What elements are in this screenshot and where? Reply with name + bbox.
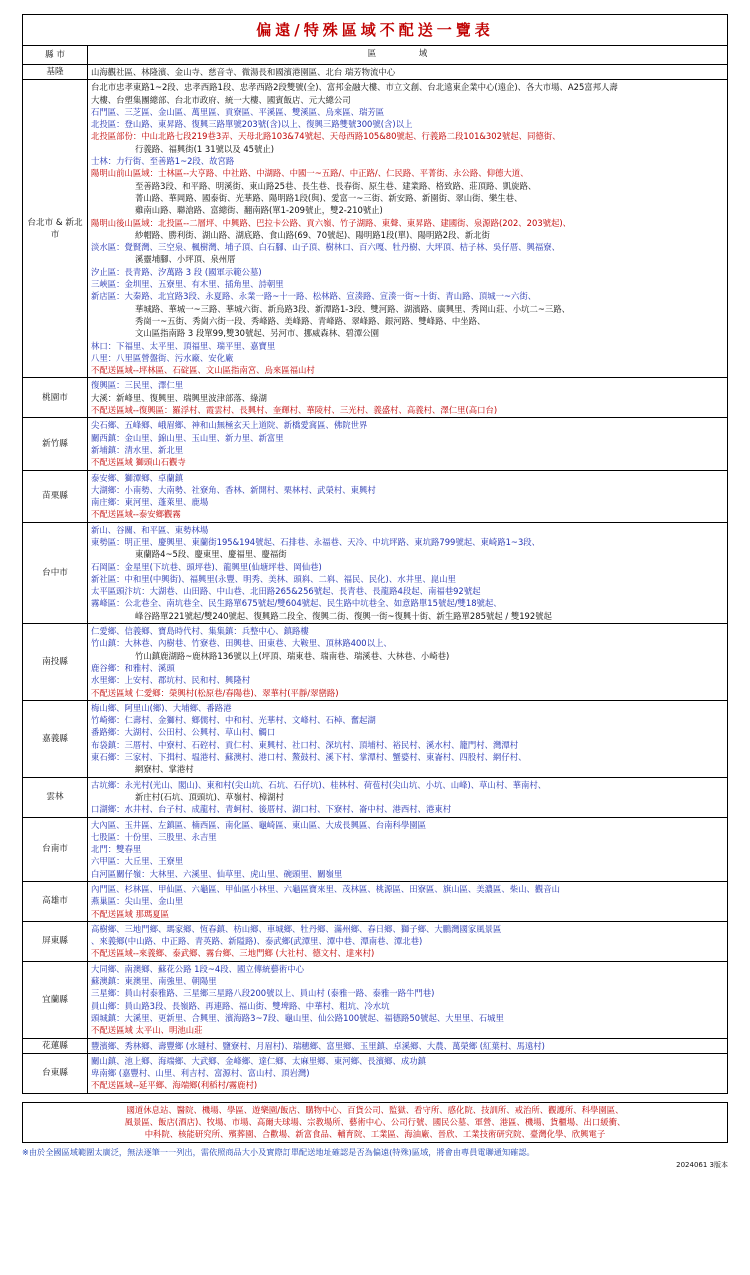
city-cell: 嘉義縣	[23, 700, 88, 777]
city-cell: 基隆	[23, 65, 88, 80]
area-line: 、來義鄉(中山路、中正路、青英路、新隘路)、泰武鄉(武潭里、潭中巷、潭南巷、潭北巷)	[91, 936, 423, 947]
area-line: 七股區：十份里、三股里、永吉里	[91, 831, 217, 842]
city-cell: 屏東縣	[23, 921, 88, 961]
table-row	[23, 882, 728, 922]
area-line: 台北市忠孝東路1~2段、忠孝西路1段、忠孝西路2段雙號(全)、富邦金融大樓、市立文創、台北遠東企業中心(遠企)、各大市場、A25富邦人壽	[91, 82, 618, 93]
area-line: 大內區、玉井區、左鎮區、楠西區、南化區、龜崎區、東山區、大成長興區、台南科學園區	[91, 819, 426, 830]
area-line: 三峽區：金圳里、五寮里、有木里、插角里、詩朝里	[91, 279, 284, 290]
area-line: 文山區指南路 3 段單99,雙30號起、另河市、挪威森林、碧潭公園	[135, 328, 380, 339]
area-line: 霧峰區：公北巷全、南坑巷全、民生路單675號起/雙604號起、民生路中坑巷全、如意路單15號起/雙18號起、	[91, 598, 502, 609]
table-row	[23, 961, 728, 1038]
header-city: 縣 市	[23, 46, 88, 65]
area-line: 水里鄉：上安村、郡坑村、民和村、興隆村	[91, 675, 251, 686]
table-row	[23, 65, 728, 80]
area-line: 南庄鄉：東河里、蓬萊里、鹿場	[91, 497, 209, 508]
area-cell	[88, 378, 728, 418]
area-line: 大同鄉、南澳鄉、蘇花公路 1段~4段、國立傳統藝術中心	[91, 963, 304, 974]
area-line: 東石鄉：三家村、下揖村、塭港村、蘇澳村、港口村、鰲鼓村、溪下村、掌潭村、蟹婆村、東崙村、四股村、網仔村、	[91, 752, 527, 763]
city-cell: 新竹縣	[23, 418, 88, 470]
excluded-venues-line: 國道休息站、醫院、機場、學區、遊樂園/飯店、購物中心、百貨公司、監獄、看守所、感化院、技訓所、戒治所、觀護所、科學園區、	[126, 1104, 624, 1115]
area-line: 大樓、台塑集團總部、台北市政府、統一大樓、國賓飯店、元大總公司	[91, 94, 351, 105]
city-cell: 苗栗縣	[23, 470, 88, 522]
delivery-exclusion-sheet	[22, 14, 728, 1170]
version-label: 2024061 3版本	[676, 1160, 728, 1169]
area-line: 頭城鎮：大溪里、更新里、合興里、濱海路3~7段、龜山里、仙公路100號起、福德路50號起、大里里、石城里	[91, 1012, 504, 1023]
city-cell: 桃園市	[23, 378, 88, 418]
excluded-venues-line: 中科院、核能研究所、殯葬園、合歡場、新富食品、輔育院、工業區、海油廠、晉欣、工業技術研究院、臺灣化學、欣興電子	[144, 1129, 606, 1140]
area-line: 古坑鄉：永光村(光山、閣山)、東和村(尖山坑、石坑、石仔坑)、桂林村、荷苞村(尖山坑、小坑、山峰)、草山村、華南村、	[91, 779, 547, 790]
area-line: 林口：下福里、太平里、頂福里、瑞平里、嘉寶里	[91, 340, 276, 351]
table-row	[23, 624, 728, 701]
area-line: 豐濱鄉、秀林鄉、壽豐鄉 (水璉村、鹽寮村、月眉村)、瑞穗鄉、富里鄉、玉里鎮、卓溪鄉、大農、萬榮鄉 (紅葉村、馬遠村)	[91, 1040, 545, 1051]
area-line: 不配送區域--復興區：羅浮村、霞雲村、長興村、奎輝村、華陵村、三光村、義盛村、高義村、澤仁里(高口台)	[91, 405, 498, 416]
table-row	[23, 80, 728, 378]
area-line: 不配送區域 太平山、明池山莊	[91, 1025, 203, 1036]
area-line: 太平區頭汴坑：大湖巷、山田路、中山巷、北田路265&256號起、長青巷、長龍路4段起、南福巷92號起	[91, 586, 481, 597]
city-cell: 台南市	[23, 817, 88, 881]
area-line: 至善路3段、和平路、明溪街、東山路25巷、長生巷、長春街、原生巷、建業路、格致路、莊頂路、凱旋路、	[135, 180, 537, 191]
area-line: 石門區、三芝區、金山區、萬里區、貢寮區、平溪區、雙溪區、烏來區、瑞芳區	[91, 106, 385, 117]
area-cell	[88, 80, 728, 378]
table-row	[23, 378, 728, 418]
area-cell	[88, 1053, 728, 1093]
area-line: 員山鄉：員山路3段、長嶺路、再連路、福山街、雙埤路、中華村、粗坑、冷水坑	[91, 1000, 390, 1011]
area-line: 東勢區：明正里、慶興里、東蘭街195&194號起、石排巷、永福巷、天冷、中坑坪路、東坑路799號起、東崎路1~3段、	[91, 536, 541, 547]
area-cell	[88, 470, 728, 522]
area-line: 竹山鎮：大林巷、內樹巷、竹寮巷、田興巷、田東巷、大鞍里、頂林路400以上、	[91, 638, 392, 649]
area-line: 八里：八里區營盤街、污水廠、安化廠	[91, 352, 234, 363]
area-line: 汐止區：長青路、汐萬路 3 段 (國軍示範公墓)	[91, 266, 262, 277]
area-cell	[88, 522, 728, 623]
area-line: 華城路、華城一~三路、華城六街、新烏路3段、新潭路1-3段、雙河路、湖濱路、廣興里、秀岡山莊、小坑二~三路、	[135, 303, 571, 314]
area-line: 關山鎮、池上鄉、海端鄉、大武鄉、金峰鄉、達仁鄉、太麻里鄉、東河鄉、長濱鄉、成功鎮	[91, 1055, 426, 1066]
area-line: 紗帽路、勝利街、湖山路、湖底路、食山路(69、70號起)、陽明路1段(單)、陽明路2段、新北街	[135, 229, 490, 240]
table-row	[23, 470, 728, 522]
disclaimer-note: ※由於全國區域範圍太廣泛，無法逐筆一一列出，需依照商品大小及實際訂單配送地址確認是否為偏遠(特殊)區域，將會由專員電聯通知確認。	[22, 1146, 535, 1157]
area-line: 高樹鄉、三地門鄉、瑪家鄉、恆春鎮、枋山鄉、車城鄉、牡丹鄉、滿州鄉、春日鄉、獅子鄉、大鵬灣國家風景區	[91, 923, 502, 934]
area-cell	[88, 882, 728, 922]
area-line: 鹿谷鄉：和雅村、溪頭	[91, 662, 175, 673]
area-cell	[88, 961, 728, 1038]
area-cell	[88, 817, 728, 881]
area-line: 陽明山前山區域：士林區--大亨路、中社路、中湖路、中國一~五路/、中正路/、仁民路、平菁街、永公路、仰德大道、	[91, 168, 529, 179]
area-line: 東蘭路4~5段、慶東里、慶福里、慶福街	[135, 549, 287, 560]
city-cell: 南投縣	[23, 624, 88, 701]
city-cell: 台中市	[23, 522, 88, 623]
area-line: 竹崎鄉：仁壽村、金獅村、鄉儒村、中和村、光華村、文峰村、石棹、奮起湖	[91, 715, 376, 726]
area-line: 內門區、杉林區、甲仙區、六龜區、甲仙區小林里、六龜區寶來里、茂林區、桃源區、田寮區、旗山區、美濃區、柴山、觀音山	[91, 884, 560, 894]
area-cell	[88, 700, 728, 777]
area-cell	[88, 921, 728, 961]
area-line: 士林：力行街、至善路1~2段、故宮路	[91, 156, 235, 167]
area-line: 不配送區域 那瑪夏區	[91, 908, 170, 919]
area-line: 仁愛鄉、信義鄉、寶島時代村、集集鎮：兵整中心、鎮路樓	[91, 626, 309, 637]
area-line: 不配送區域--來義鄉、泰武鄉、霧台鄉、三地門鄉 (大社村、德文村、達來村)	[91, 948, 375, 959]
table-row	[23, 418, 728, 470]
excluded-venues-box	[22, 1102, 728, 1143]
city-cell: 雲林	[23, 777, 88, 817]
area-line: 陽明山後山區域：北投區--二層坪、中興路、巴拉卡公路、貢六嶺、竹子湖路、東聲、東昇路、建國街、泉源路(202、203號起)、	[91, 217, 572, 228]
area-line: 北門：雙春里	[91, 844, 142, 855]
area-line: 行義路、福興街(1 31號以及 45號止)	[135, 143, 275, 154]
area-line: 菁山路、華岡路、國泰街、光華路、陽明路1段(與)、愛富一~三街、新安路、新園街、翠山街、樂生巷、	[135, 192, 523, 203]
area-line: 網寮村、掌港村	[135, 764, 194, 775]
area-cell	[88, 624, 728, 701]
area-line: 秀崗一~五街、秀崗六街一段、秀峰路、美峰路、青峰路、翠峰路、銀河路、雙峰路、中坐路、	[135, 315, 486, 326]
area-line: 尖石鄉、五峰鄉、峨眉鄉、神和山無極玄天上道院、新橋愛窩區、佛院世界	[91, 420, 368, 431]
area-line: 六甲區：大丘里、王寮里	[91, 856, 184, 867]
area-cell	[88, 65, 728, 80]
table-header-row	[23, 46, 728, 65]
area-line: 石岡區：金星里(下坑巷、頭坪巷)、龍興里(仙塘坪巷、岡仙巷)	[91, 561, 322, 572]
table-row	[23, 921, 728, 961]
area-line: 不配送區域--坪林區、石碇區、文山區指南宮、烏來區福山村	[91, 365, 315, 376]
area-line: 口湖鄉：水井村、台子村、成龍村、青蚵村、後厝村、湖口村、下寮村、崙中村、港西村、港東村	[91, 804, 452, 815]
city-cell: 宜蘭縣	[23, 961, 88, 1038]
area-line: 梅山鄉、阿里山(鄉)、大埔鄉、番路港	[91, 702, 232, 713]
page-title: 偏遠/特殊區域不配送一覽表	[22, 14, 728, 45]
area-line: 布袋鎮：三厝村、中寮村、石硿村、貢仁村、東興村、社口村、深坑村、頂埔村、裕民村、溪水村、籠門村、灣潭村	[91, 739, 519, 750]
area-line: 卑南鄉 (嘉豐村、山里、利吉村、富源村、富山村、頂岩灣)	[91, 1068, 310, 1079]
table-row	[23, 1053, 728, 1093]
area-line: 北投區：登山路、東昇路、復興三路單號203號(含)以上、復興三路雙號300號(含)以上	[91, 119, 413, 130]
area-cell	[88, 777, 728, 817]
area-line: 竹山鎮鹿湖路~鹿林路136號以上(坪頂、瑞東巷、瑞南巷、瑞溪巷、大林巷、小崎巷)	[135, 650, 450, 661]
area-line: 新店區：大秦路、北宜路3段、永夏路、永業一路~十一路、松林路、宣湊路、宣湊一街~十街、青山路、頂城一~六街、	[91, 291, 537, 302]
area-line: 峰谷路單221號起/雙240號起、復興路二段全、復興二街、復興一街~復興十街、新生路單285號起 / 雙192號起	[135, 610, 552, 621]
area-line: 新山、谷關、和平區、東勢林場	[91, 524, 209, 535]
area-line: 新埔鎮：清水里、新北里	[91, 444, 184, 455]
area-line: 復興區：三民里、澤仁里	[91, 380, 184, 391]
excluded-venues-text	[23, 1102, 728, 1142]
area-line: 新社區：中和里(中興街)、福興里(永豐、明秀、美林、頭嵙、二嵙、福民、民化)、水井里、崑山里	[91, 573, 456, 584]
city-cell: 花蓮縣	[23, 1038, 88, 1053]
table-row	[23, 700, 728, 777]
area-line: 山海觀社區、林隆濱、金山寺、慈音寺、微湯長和國濱港園區、北台 瑞芳物流中心	[91, 67, 396, 77]
city-cell: 台東縣	[23, 1053, 88, 1093]
area-line: 不配送區域--延平鄉、海端鄉(利稻村/霧鹿村)	[91, 1080, 258, 1091]
area-cell	[88, 1038, 728, 1053]
area-line: 番路鄉：大湖村、公田村、公興村、草山村、觸口	[91, 727, 276, 738]
header-area: 區 域	[88, 46, 728, 65]
area-cell	[88, 418, 728, 470]
area-line: 蘇澳鎮：東澳里、南強里、朝陽里	[91, 976, 217, 987]
city-cell: 台北市 & 新北市	[23, 80, 88, 378]
area-line: 不配送區域 仁愛鄉：榮興村(松原巷/春陽巷)、翠華村(平靜/翠巒路)	[91, 687, 339, 698]
area-line: 燕巢區：尖山里、金山里	[91, 896, 184, 907]
area-line: 關西鎮：金山里、錦山里、玉山里、新力里、新富里	[91, 432, 284, 443]
area-line: 北投區部份：中山北路七段219巷3弄、天母北路103&74號起、天母西路105&80號起、行義路二段101&302號起、同德街、	[91, 131, 561, 142]
excluded-venues-line: 風景區、飯店(酒店)、牧場、市場、高爾夫球場、宗教場所、藝術中心、公司行號、國民公墓、軍營、港區、機場、貨櫃場、出口緩衝、	[124, 1117, 626, 1128]
area-line: 大湖鄉：小南勢、大南勢、社寮角、香林、新開村、栗林村、武榮村、東興村	[91, 484, 376, 495]
table-row	[23, 1038, 728, 1053]
area-line: 三星鄉：員山村泰雅路、三星鄉三星路八段200號以上、員山村 (泰雅一路、泰雅一路牛門巷)	[91, 988, 435, 999]
area-line: 雞南山路、聯滄路、富總街、翻南路(單1-209號止，雙2-210號止)	[135, 205, 383, 216]
area-line: 淡水區：覺賢灣、三空泉、楓樹灣、埔子頂、白石腳、山子頂、樹林口、百六嘎、牡丹樹、大坪頂、桔子林、吳仔厝、興福寮、	[91, 242, 560, 253]
table-row	[23, 817, 728, 881]
table-row	[23, 522, 728, 623]
region-table	[22, 45, 728, 1094]
area-line: 大溪：新峰里、復興里、瑞興里波津部落、綠湖	[91, 392, 267, 403]
area-line: 泰安鄉、獅潭鄉、卓蘭鎮	[91, 472, 184, 483]
area-line: 不配送區域 獅頭山石觀寺	[91, 457, 186, 468]
table-row	[23, 777, 728, 817]
area-line: 溪靈埔腳、小坪頂、泉州厝	[135, 254, 236, 265]
city-cell: 高雄市	[23, 882, 88, 922]
area-line: 新庄村(石坑、頂頭坑)、草嶺村、樟湖村	[135, 791, 284, 802]
area-line: 白河區關仔嶺：大林里、六溪里、仙草里、虎山里、碗頭里、關嶺里	[91, 868, 343, 879]
area-line: 不配送區域--泰安鄉觀霧	[91, 509, 181, 520]
